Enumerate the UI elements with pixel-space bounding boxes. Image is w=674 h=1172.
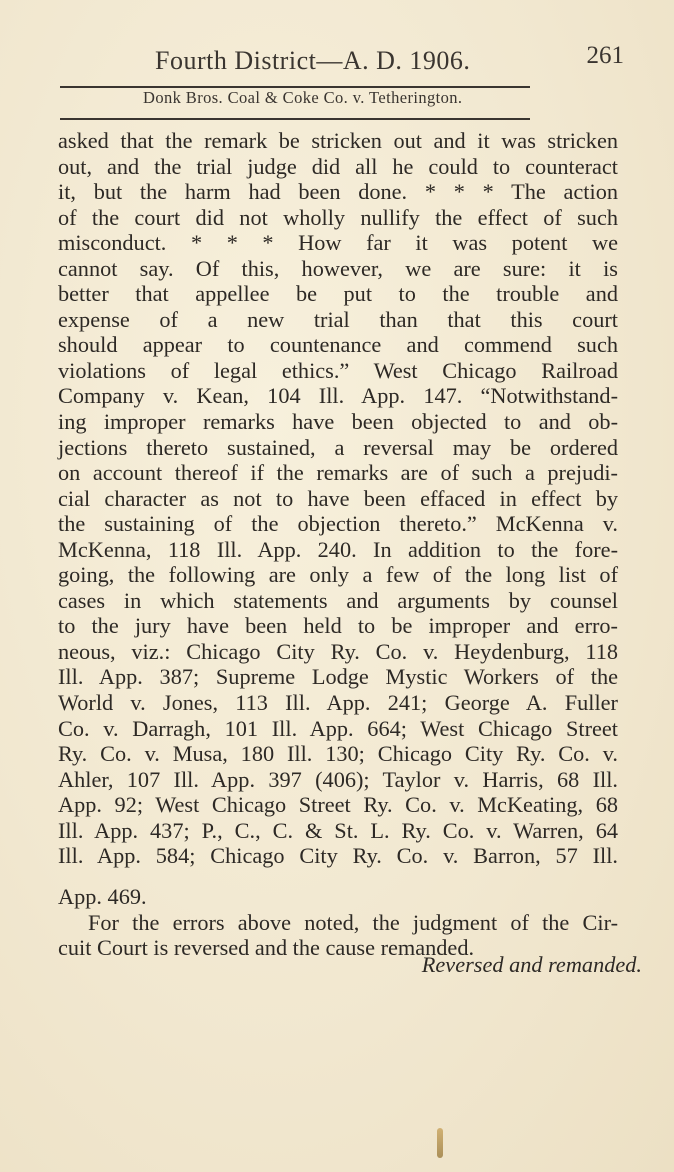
text-line: Ill. App. 387; Supreme Lodge Mystic Workers of the [58,664,618,690]
text-line: App. 92; West Chicago Street Ry. Co. v. McKeating, 68 [58,792,618,818]
text-line: violations of legal ethics.” West Chicago Railroad [58,357,618,383]
text-line: neous, viz.: Chicago City Ry. Co. v. Heydenburg, 118 [58,638,618,664]
text-line: ing improper remarks have been objected to and ob- [58,409,618,435]
text-line: should appear to countenance and commend such [58,332,618,358]
text-line: misconduct. * * * How far it was potent we [58,230,618,256]
text-line: McKenna, 118 Ill. App. 240. In addition to the fore- [58,536,618,562]
text-line: cases in which statements and arguments by counsel [58,587,618,613]
text-line: to the jury have been held to be improper and erro- [58,613,618,639]
text-line: on account thereof if the remarks are of such a prejudi- [58,460,618,486]
judgment-line-1: For the errors above noted, the judgment of the Cir- [88,909,618,935]
header-rule-bottom [60,118,530,120]
text-line: expense of a new trial than that this court [58,306,618,332]
text-line: cannot say. Of this, however, we are sure: it is [58,255,618,281]
closing-paragraph [58,884,618,961]
page-header [40,40,634,80]
text-line: out, and the trial judge did all he could to counteract [58,153,618,179]
paper-mark [437,1128,443,1158]
text-line: Ahler, 107 Ill. App. 397 (406); Taylor v. Harris, 68 Ill. [58,766,618,792]
text-line: Company v. Kean, 104 Ill. App. 147. “Notwithstand- [58,383,618,409]
text-line: the sustaining of the objection thereto.” McKenna v. [58,511,618,537]
text-line: Ry. Co. v. Musa, 180 Ill. 130; Chicago City Ry. Co. v. [58,741,618,767]
judgment-line-2: cuit Court is reversed and the cause remanded. [58,935,475,960]
text-line: going, the following are only a few of the long list of [58,562,618,588]
text-line: Co. v. Darragh, 101 Ill. App. 664; West Chicago Street [58,715,618,741]
text-line: World v. Jones, 113 Ill. App. 241; George A. Fuller [58,690,618,716]
case-title: Donk Bros. Coal & Coke Co. v. Tetherington. [143,88,463,107]
text-line: of the court did not wholly nullify the effect of such [58,204,618,230]
text-line: Ill. App. 437; P., C., C. & St. L. Ry. Co. v. Warren, 64 [58,817,618,843]
text-line: cial character as not to have been effaced in effect by [58,485,618,511]
text-line: asked that the remark be stricken out and it was stricken [58,128,618,153]
opinion-text [58,128,618,869]
text-line: Ill. App. 584; Chicago City Ry. Co. v. Barron, 57 Ill. [58,843,618,869]
text-line: it, but the harm had been done. * * * The action [58,179,618,205]
text-line: better that appellee be put to the trouble and [58,281,618,307]
text-line: jections thereto sustained, a reversal may be ordered [58,434,618,460]
running-head: Fourth District—A. D. 1906. [155,46,471,75]
page-number: 261 [586,42,624,69]
disposition: Reversed and remanded. [421,952,642,977]
text-line-last: App. 469. [58,884,147,909]
